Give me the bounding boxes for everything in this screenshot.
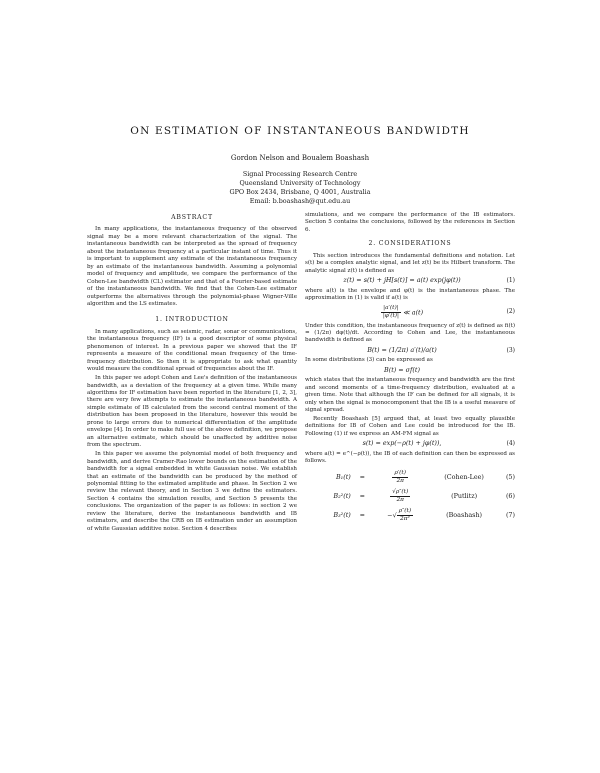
paper-authors: Gordon Nelson and Boualem Boashash: [230, 154, 370, 162]
equation-number: (4): [506, 440, 515, 448]
fraction: $\frac{\rho'(t)}{2\pi}$: [394, 469, 407, 484]
equation-number: (1): [506, 277, 515, 285]
affiliation-line: GPO Box 2434, Brisbane, Q 4001, Australia: [229, 188, 371, 196]
section2-paragraph: This section introduces the fundamental definitions and notation. Let s(t) be a complex analytic signal, and let z(t) be its Hilbert transform. The analytic signal z(t) is defined as: [305, 252, 515, 274]
definition-row: B₃²(t) = −√ $\frac{\rho''(t)}{\text{2π²}}$ (Boashash) (7): [305, 506, 515, 525]
equation-number: (6): [505, 491, 515, 500]
right-column: [305, 212, 515, 529]
section1-paragraph: In this paper we assume the polynomial model of both frequency and bandwidth, and derive Cramer-Rao lower bounds on the estimation of the bandwidth for a signal embedded in white Gaussian noise. We establish that an estimate of the bandwidth can be produced by the method of polynomial fitting to the estimated amplitude and phase. In Section 2 we review the relevant theory, and in Section 3 we define the estimators. Section 4 contains the simulation results, and Section 5 presents the conclusions. The organization of the paper is as follows: in section 2 we review the literature, derive the instantaneous bandwidth and IB estimators, and describe the CRB on IB estimation under an assumption of white Gaussian additive noise. Section 4 describes: [87, 451, 297, 532]
definition-lhs: B₃²(t): [333, 510, 351, 519]
equation-2: [305, 305, 515, 320]
affiliation-email: Email: b.boashash@qut.edu.au: [249, 197, 351, 205]
section2-paragraph: which states that the instantaneous frequency and bandwidth are the first and second moments of a time-frequency distribution, evaluated at a given time. Note that although the IF can be defined for all signals, it is only when the signal is monocomponent that the IB is a useful measure of signal spread.: [305, 377, 515, 414]
equation-1: [305, 277, 515, 284]
affiliation: [0, 170, 600, 206]
definition-label: (Putlitz): [451, 491, 478, 500]
left-column: [87, 212, 297, 535]
affiliation-line: Queensland University of Technology: [239, 179, 361, 187]
section2-paragraph: where a(t) is the envelope and φ(t) is the instantaneous phase. The approximation in (1) is valid if a(t) is: [305, 287, 515, 302]
equation-body: B(t) = σf(t): [384, 365, 420, 374]
equation-5: [305, 440, 515, 447]
definition-lhs: B₁(t): [335, 472, 351, 481]
intro-continuation: simulations, and we compare the performance of the IB estimators. Section 5 contains the conclusions, followed by the references in Section 6.: [305, 212, 515, 233]
bandwidth-definitions: [305, 468, 515, 525]
equation-3: [305, 347, 515, 354]
equation-4: [305, 367, 515, 374]
section2-paragraph: Under this condition, the instantaneous frequency of z(t) is defined as fi(t) = (1/2π) dφ(t)/dt. According to Cohen and Lee, the instantaneous bandwidth is defined as: [305, 322, 515, 344]
section2-heading: 2. CONSIDERATIONS: [368, 240, 452, 248]
equation-body: $\frac{|a'(t)|}{|\varphi'(t)|}$ ≪ a(t): [382, 304, 424, 319]
abstract-heading: ABSTRACT: [171, 214, 213, 221]
section2-paragraph: In some distributions (3) can be expressed as: [305, 357, 433, 364]
definition-row: B₂²(t) = $\frac{√\rho''(t)}{2\pi}$ (Putlitz) (6): [305, 487, 515, 506]
definition-label: (Boashash): [446, 510, 483, 519]
equation-number: (2): [506, 308, 515, 316]
abstract-text: In many applications, the instantaneous frequency of the observed signal may be a more relevant characterization of the signal. The instantaneous bandwidth can be interpreted as the spread of frequency about the instantaneous frequency at a particular instant of time. Thus it is important to supplement any estimate of the instantaneous frequency by an estimate of the instantaneous bandwidth. Assuming a polynomial model of frequency and amplitude, we compare the performance of the Cohen-Lee bandwidth (CL) estimator and that of a Fourier-based estimate of the instantaneous bandwidth. We find that the Cohen-Lee estimator outperforms the alternatives through the polynomial-phase Wigner-Ville algorithm and the LS estimates.: [87, 226, 297, 307]
equation-number: (7): [505, 510, 515, 519]
section1-paragraph: In this paper we adopt Cohen and Lee's definition of the instantaneous bandwidth, as a deviation of the frequency at a given time. While many algorithms for IF estimation have been reported in the literature [1, 2, 3], there are very few attempts to estimate the instantaneous bandwidth. A simple estimate of IB calculated from the second central moment of the distribution has been proposed in the literature, however this would be prone to large errors due to numerical differentiation of the amplitude envelope [4]. In order to make full use of the above definition, we propose an alternative estimate, which should be unaffected by additive noise from the spectrum.: [87, 375, 297, 449]
section2-paragraph: Recently Boashash [5] argued that, at least two equally plausible definitions for IB of Cohen and Lee could be introduced for the IB. Following (1) if we express an AM-FM signal as: [305, 416, 515, 437]
equation-body: s(t) = exp(−ρ(t) + jφ(t)),: [362, 439, 442, 448]
fraction: $\frac{√\rho''(t)}{2\pi}$: [392, 488, 409, 503]
definition-row: B₁(t) = $\frac{\rho'(t)}{2\pi}$ (Cohen-Lee) (5): [305, 468, 515, 487]
equation-body: B(t) = (1/2π) a′(t)/a(t): [367, 345, 437, 354]
section1-heading: 1. INTRODUCTION: [155, 316, 229, 324]
section1-paragraph: In many applications, such as seismic, radar, sonar or communications, the instantaneous frequency (IF) is a good descriptor of some physical phenomenon of interest. In a previous paper we showed that the IF represents a measure of the conditional mean frequency of the time-frequency distribution. So then it is appropriate to ask what quantity would measure the conditional spread of frequencies about the IF.: [87, 328, 297, 373]
equation-number: (3): [506, 346, 515, 354]
equation-number: (5): [505, 472, 515, 481]
equation-body: z(t) = s(t) + jH[s(t)] = a(t) exp(jφ(t)): [343, 276, 461, 285]
fraction: $\frac{|a'(t)|}{|\varphi'(t)|}$: [382, 304, 399, 319]
fraction: $\frac{\rho''(t)}{\text{2π²}}$: [398, 507, 412, 522]
affiliation-line: Signal Processing Research Centre: [242, 170, 358, 178]
definition-label: (Cohen-Lee): [444, 472, 484, 481]
definition-lhs: B₂²(t): [333, 491, 351, 500]
section2-paragraph: where a(t) = e^(−ρ(t)), the IB of each definition can then be expressed as follows.: [305, 450, 515, 465]
paper-title: ON ESTIMATION OF INSTANTANEOUS BANDWIDTH: [130, 125, 470, 137]
